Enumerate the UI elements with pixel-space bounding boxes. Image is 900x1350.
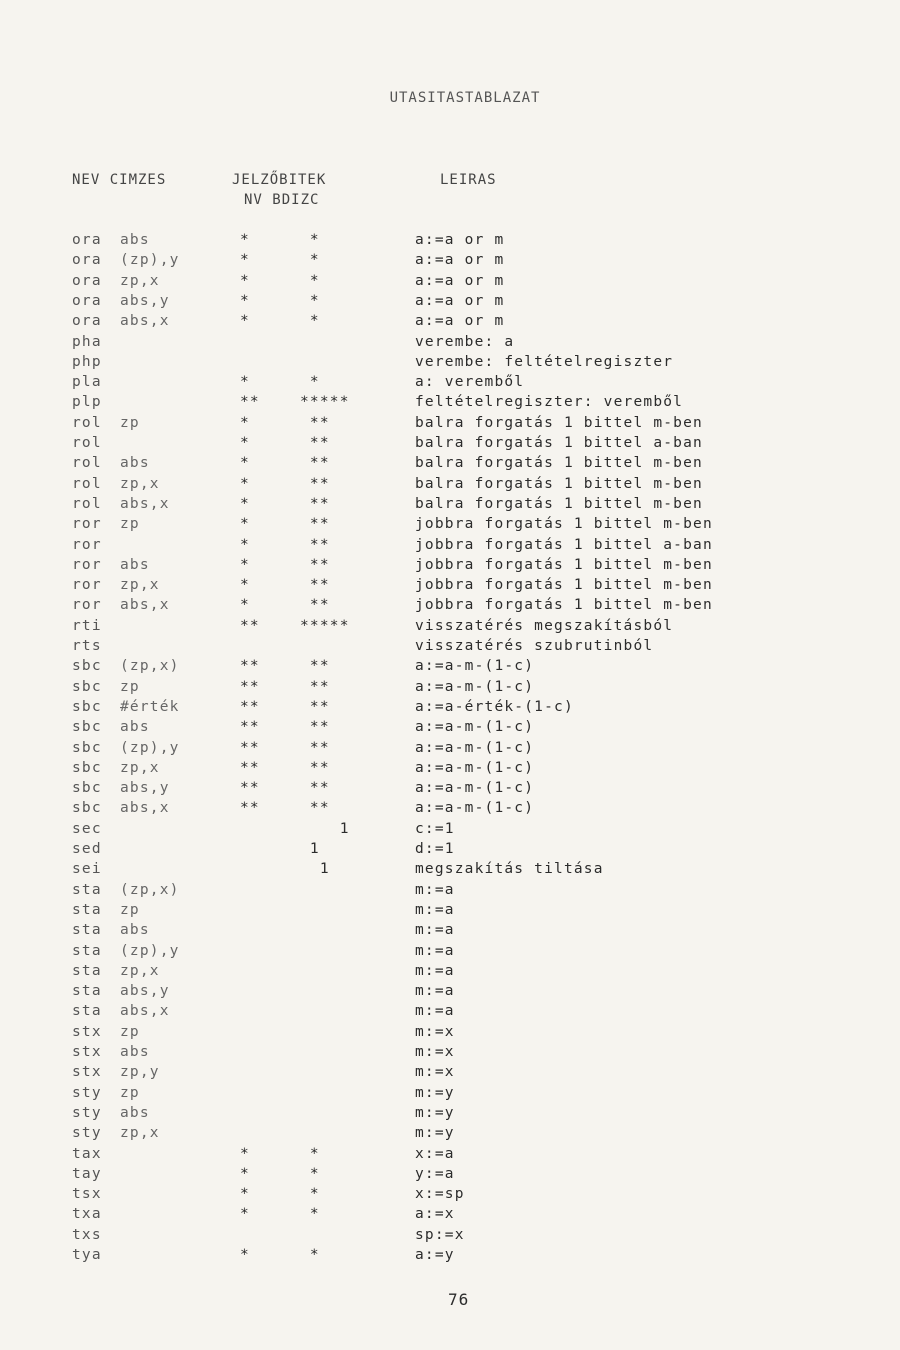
description: m:=x <box>415 1023 455 1040</box>
description: feltételregiszter: veremből <box>415 394 684 411</box>
addressing-mode: abs <box>120 556 150 573</box>
flags-nv: * <box>240 272 250 289</box>
flags-bdizc: ** <box>300 475 330 492</box>
description: m:=y <box>415 1125 455 1142</box>
instruction-name: ror <box>72 597 102 614</box>
addressing-mode: (zp),y <box>120 739 180 756</box>
description: a:=a-m-(1-c) <box>415 780 535 797</box>
addressing-mode: (zp),y <box>120 252 180 269</box>
flags-nv: * <box>240 252 250 269</box>
flags-bdizc: * <box>300 272 320 289</box>
instruction-name: ora <box>72 252 102 269</box>
table-row <box>0 1227 900 1247</box>
flags-bdizc: ** <box>300 556 330 573</box>
description: verembe: feltételregiszter <box>415 353 674 370</box>
instruction-name: plp <box>72 394 102 411</box>
addressing-mode: abs <box>120 1044 150 1060</box>
instruction-name: pha <box>72 333 102 350</box>
table-row <box>0 577 900 597</box>
addressing-mode: zp,x <box>120 272 160 289</box>
instruction-name: sta <box>72 901 102 918</box>
description: m:=y <box>415 1084 455 1101</box>
flags-nv: ** <box>240 617 260 634</box>
table-row <box>0 597 900 617</box>
table-row <box>0 638 900 658</box>
table-row <box>0 1085 900 1105</box>
flags-nv: * <box>240 232 250 248</box>
description: jobbra forgatás 1 bittel a-ban <box>415 536 713 553</box>
instruction-name: rol <box>72 455 102 472</box>
instruction-name: ora <box>72 292 102 309</box>
flags-nv: * <box>240 1206 250 1223</box>
instruction-name: sei <box>72 861 102 878</box>
addressing-mode: zp,x <box>120 759 160 776</box>
flags-nv: * <box>240 1165 250 1182</box>
table-row <box>0 841 900 861</box>
instruction-name: sta <box>72 983 102 1000</box>
description: visszatérés szubrutinból <box>415 638 654 654</box>
description: balra forgatás 1 bittel m-ben <box>415 475 703 492</box>
table-row <box>0 1125 900 1145</box>
description: m:=x <box>415 1064 455 1081</box>
flags-nv: ** <box>240 759 260 776</box>
description: a:=a or m <box>415 313 505 330</box>
table-row <box>0 800 900 820</box>
description: a:=a-érték-(1-c) <box>415 698 574 715</box>
flags-nv: * <box>240 313 250 330</box>
flags-bdizc: 1 <box>300 861 330 878</box>
description: a:=a-m-(1-c) <box>415 678 535 695</box>
table-row <box>0 1186 900 1206</box>
addressing-mode: zp,x <box>120 962 160 979</box>
table-row <box>0 557 900 577</box>
addressing-mode: zp <box>120 901 140 918</box>
table-row <box>0 496 900 516</box>
flags-nv: * <box>240 536 250 553</box>
addressing-mode: zp <box>120 414 140 431</box>
description: a: veremből <box>415 374 525 391</box>
page-number: 76 <box>448 1290 470 1309</box>
instruction-name: rti <box>72 617 102 634</box>
instruction-name: rol <box>72 414 102 431</box>
description: jobbra forgatás 1 bittel m-ben <box>415 597 713 614</box>
instruction-name: ror <box>72 577 102 594</box>
addressing-mode: abs,x <box>120 597 170 614</box>
description: a:=a or m <box>415 292 505 309</box>
flags-bdizc: ** <box>300 536 330 553</box>
instruction-name: ror <box>72 556 102 573</box>
instruction-name: tay <box>72 1165 102 1182</box>
description: x:=a <box>415 1145 455 1162</box>
table-row <box>0 902 900 922</box>
flags-bdizc: * <box>300 1247 320 1263</box>
flags-bdizc: ** <box>300 495 330 512</box>
instruction-name: sty <box>72 1104 102 1121</box>
description: m:=a <box>415 983 455 1000</box>
flags-bdizc: ** <box>300 759 330 776</box>
description: m:=a <box>415 922 455 939</box>
description: c:=1 <box>415 820 455 837</box>
addressing-mode: zp <box>120 678 140 695</box>
flags-bdizc: ** <box>300 698 330 715</box>
page-title: UTASITASTABLAZAT <box>389 90 541 106</box>
instruction-name: rol <box>72 495 102 512</box>
flags-nv: ** <box>240 800 260 817</box>
table-row <box>0 1064 900 1084</box>
addressing-mode: zp <box>120 516 140 533</box>
instruction-name: txs <box>72 1226 102 1243</box>
instruction-name: sbc <box>72 780 102 797</box>
description: balra forgatás 1 bittel m-ben <box>415 495 703 512</box>
instruction-name: ora <box>72 272 102 289</box>
description: a:=x <box>415 1206 455 1223</box>
instruction-name: ror <box>72 536 102 553</box>
table-row <box>0 1206 900 1226</box>
description: m:=a <box>415 881 455 898</box>
instruction-name: sty <box>72 1084 102 1101</box>
instruction-name: sta <box>72 942 102 959</box>
flags-nv: * <box>240 1145 250 1162</box>
table-row <box>0 618 900 638</box>
description: m:=a <box>415 962 455 979</box>
flags-nv: ** <box>240 678 260 695</box>
flags-nv: * <box>240 516 250 533</box>
flags-bdizc: 1 <box>300 841 320 857</box>
flags-nv: ** <box>240 739 260 756</box>
flags-bdizc: ** <box>300 516 330 533</box>
table-row <box>0 1105 900 1125</box>
flags-nv: ** <box>240 394 260 411</box>
description: m:=a <box>415 901 455 918</box>
table-row <box>0 780 900 800</box>
table-row <box>0 821 900 841</box>
flags-bdizc: ** <box>300 658 330 675</box>
description: a:=a-m-(1-c) <box>415 800 535 817</box>
flags-nv: * <box>240 556 250 573</box>
flags-bdizc: * <box>300 313 320 330</box>
description: balra forgatás 1 bittel m-ben <box>415 414 703 431</box>
instruction-name: php <box>72 353 102 370</box>
flags-bdizc: ** <box>300 780 330 797</box>
instruction-name: stx <box>72 1064 102 1081</box>
addressing-mode: abs,x <box>120 313 170 330</box>
table-row <box>0 983 900 1003</box>
flags-bdizc: ** <box>300 678 330 695</box>
instruction-name: sta <box>72 881 102 898</box>
description: a:=a-m-(1-c) <box>415 658 535 675</box>
instruction-name: ora <box>72 232 102 248</box>
header-nev-cimzes: NEV CIMZES <box>72 172 167 188</box>
instruction-name: sbc <box>72 759 102 776</box>
description: d:=1 <box>415 841 455 857</box>
table-row <box>0 415 900 435</box>
flags-bdizc: ** <box>300 455 330 472</box>
flags-bdizc: ** <box>300 414 330 431</box>
table-row <box>0 699 900 719</box>
instruction-name: tax <box>72 1145 102 1162</box>
flags-bdizc: * <box>300 1145 320 1162</box>
flags-nv: * <box>240 292 250 309</box>
table-row <box>0 740 900 760</box>
instruction-name: sty <box>72 1125 102 1142</box>
flags-bdizc: * <box>300 1165 320 1182</box>
instruction-name: rol <box>72 475 102 492</box>
instruction-name: sbc <box>72 698 102 715</box>
flags-nv: * <box>240 374 250 391</box>
table-row <box>0 1146 900 1166</box>
flags-nv: * <box>240 577 250 594</box>
instruction-name: sbc <box>72 800 102 817</box>
addressing-mode: abs,y <box>120 292 170 309</box>
table-row <box>0 455 900 475</box>
table-row <box>0 313 900 333</box>
table-row <box>0 232 900 252</box>
flags-bdizc: * <box>300 232 320 248</box>
table-row <box>0 252 900 272</box>
table-row <box>0 374 900 394</box>
instruction-name: stx <box>72 1023 102 1040</box>
instruction-name: sbc <box>72 719 102 736</box>
table-row <box>0 1247 900 1267</box>
flags-bdizc: ***** <box>300 617 350 634</box>
header-jelzobitek-sub: NV BDIZC <box>244 192 320 208</box>
table-row <box>0 516 900 536</box>
description: visszatérés megszakításból <box>415 617 674 634</box>
description: a:=a-m-(1-c) <box>415 739 535 756</box>
table-row <box>0 719 900 739</box>
instruction-name: txa <box>72 1206 102 1223</box>
addressing-mode: abs,x <box>120 495 170 512</box>
instruction-name: sta <box>72 922 102 939</box>
flags-bdizc: * <box>300 1186 320 1203</box>
table-row <box>0 679 900 699</box>
instruction-name: ror <box>72 516 102 533</box>
table-row <box>0 963 900 983</box>
description: y:=a <box>415 1165 455 1182</box>
instruction-name: rol <box>72 435 102 451</box>
instruction-name: pla <box>72 374 102 391</box>
flags-nv: * <box>240 414 250 431</box>
table-row <box>0 354 900 374</box>
addressing-mode: abs <box>120 232 150 248</box>
instruction-name: sta <box>72 1003 102 1020</box>
addressing-mode: abs,y <box>120 983 170 1000</box>
description: a:=a-m-(1-c) <box>415 719 535 736</box>
flags-nv: ** <box>240 719 260 736</box>
addressing-mode: (zp,x) <box>120 658 180 675</box>
table-row <box>0 394 900 414</box>
flags-bdizc: * <box>300 252 320 269</box>
addressing-mode: zp <box>120 1084 140 1101</box>
description: balra forgatás 1 bittel a-ban <box>415 435 703 451</box>
instruction-name: ora <box>72 313 102 330</box>
description: a:=y <box>415 1247 455 1263</box>
flags-nv: ** <box>240 780 260 797</box>
flags-nv: * <box>240 597 250 614</box>
table-row <box>0 1044 900 1064</box>
flags-bdizc: ***** <box>300 394 350 411</box>
addressing-mode: zp <box>120 1023 140 1040</box>
description: jobbra forgatás 1 bittel m-ben <box>415 556 713 573</box>
instruction-name: sbc <box>72 739 102 756</box>
flags-nv: * <box>240 495 250 512</box>
addressing-mode: abs <box>120 922 150 939</box>
table-row <box>0 1024 900 1044</box>
addressing-mode: abs <box>120 1104 150 1121</box>
table-row <box>0 334 900 354</box>
description: x:=sp <box>415 1186 465 1203</box>
table-row <box>0 760 900 780</box>
flags-bdizc: ** <box>300 800 330 817</box>
addressing-mode: abs,y <box>120 780 170 797</box>
flags-nv: ** <box>240 698 260 715</box>
table-row <box>0 922 900 942</box>
flags-bdizc: ** <box>300 597 330 614</box>
addressing-mode: #érték <box>120 698 180 715</box>
description: m:=a <box>415 1003 455 1020</box>
flags-bdizc: ** <box>300 577 330 594</box>
flags-nv: * <box>240 475 250 492</box>
description: jobbra forgatás 1 bittel m-ben <box>415 577 713 594</box>
instruction-name: rts <box>72 638 102 654</box>
flags-bdizc: * <box>300 292 320 309</box>
instruction-name: tsx <box>72 1186 102 1203</box>
description: m:=a <box>415 942 455 959</box>
description: a:=a or m <box>415 272 505 289</box>
instruction-name: sec <box>72 820 102 837</box>
flags-bdizc: ** <box>300 435 330 451</box>
table-row <box>0 273 900 293</box>
description: a:=a or m <box>415 252 505 269</box>
flags-nv: * <box>240 1186 250 1203</box>
description: sp:=x <box>415 1226 465 1243</box>
flags-bdizc: * <box>300 374 320 391</box>
flags-bdizc: 1 <box>300 820 350 837</box>
description: jobbra forgatás 1 bittel m-ben <box>415 516 713 533</box>
description: a:=a or m <box>415 232 505 248</box>
addressing-mode: abs,x <box>120 800 170 817</box>
flags-bdizc: ** <box>300 719 330 736</box>
flags-nv: * <box>240 1247 250 1263</box>
instruction-name: sbc <box>72 658 102 675</box>
header-jelzobitek: JELZŐBITEK <box>232 172 327 188</box>
flags-nv: ** <box>240 658 260 675</box>
table-row <box>0 882 900 902</box>
addressing-mode: (zp,x) <box>120 881 180 898</box>
instruction-name: sta <box>72 962 102 979</box>
table-row <box>0 943 900 963</box>
addressing-mode: abs,x <box>120 1003 170 1020</box>
description: balra forgatás 1 bittel m-ben <box>415 455 703 472</box>
table-row <box>0 435 900 455</box>
table-row <box>0 537 900 557</box>
description: verembe: a <box>415 333 515 350</box>
instruction-name: tya <box>72 1247 102 1263</box>
instruction-name: stx <box>72 1044 102 1060</box>
instruction-name: sed <box>72 841 102 857</box>
description: m:=x <box>415 1044 455 1060</box>
flags-nv: * <box>240 455 250 472</box>
flags-nv: * <box>240 435 250 451</box>
header-leiras: LEIRAS <box>440 172 497 188</box>
table-row <box>0 476 900 496</box>
description: m:=y <box>415 1104 455 1121</box>
instruction-name: sbc <box>72 678 102 695</box>
addressing-mode: abs <box>120 455 150 472</box>
flags-bdizc: ** <box>300 739 330 756</box>
addressing-mode: abs <box>120 719 150 736</box>
table-row <box>0 861 900 881</box>
addressing-mode: zp,x <box>120 577 160 594</box>
addressing-mode: zp,x <box>120 1125 160 1142</box>
addressing-mode: zp,y <box>120 1064 160 1081</box>
flags-bdizc: * <box>300 1206 320 1223</box>
description: megszakítás tiltása <box>415 861 604 878</box>
table-row <box>0 293 900 313</box>
addressing-mode: zp,x <box>120 475 160 492</box>
table-row <box>0 1003 900 1023</box>
table-row <box>0 658 900 678</box>
table-row <box>0 1166 900 1186</box>
description: a:=a-m-(1-c) <box>415 759 535 776</box>
addressing-mode: (zp),y <box>120 942 180 959</box>
